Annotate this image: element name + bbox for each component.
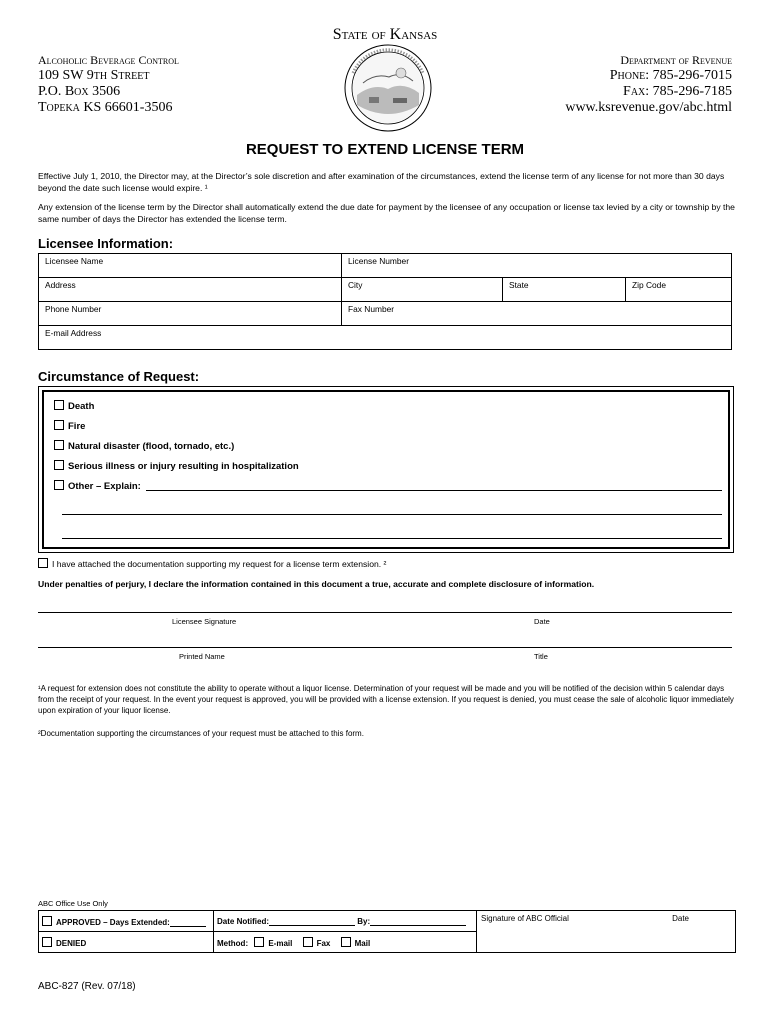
option-label: Natural disaster (flood, tornado, etc.) (68, 441, 235, 452)
city-field[interactable]: City (342, 278, 503, 302)
official-signature-cell[interactable] (477, 911, 736, 953)
perjury-statement: Under penalties of perjury, I declare the information contained in this document a true, accurate and complete disclosure of information. (38, 579, 595, 589)
checkbox-icon[interactable] (54, 460, 64, 470)
email-field[interactable]: E-mail Address (39, 326, 732, 350)
approved-cell[interactable] (39, 911, 214, 932)
address-field[interactable]: Address (39, 278, 342, 302)
circumstance-box (38, 386, 734, 553)
method-email: E-mail (268, 938, 293, 948)
option-illness[interactable] (54, 460, 299, 472)
approved-label: APPROVED – Days Extended: (56, 917, 170, 927)
agency-line: Alcoholic Beverage Control (38, 53, 179, 67)
agency-address (38, 52, 179, 116)
date-notified-line[interactable] (269, 916, 355, 926)
department-line[interactable]: www.ksrevenue.gov/abc.html (565, 100, 732, 115)
agency-line: P.O. Box 3506 (38, 84, 121, 99)
phone-field[interactable]: Phone Number (39, 302, 342, 326)
explain-line[interactable] (62, 538, 722, 539)
option-label: Serious illness or injury resulting in hospitalization (68, 461, 299, 472)
form-title: REQUEST TO EXTEND LICENSE TERM (245, 141, 525, 158)
option-label: Other – Explain: (68, 481, 141, 492)
checkbox-icon[interactable] (54, 400, 64, 410)
licensee-table (38, 253, 732, 350)
intro-paragraph: Effective July 1, 2010, the Director may, at the Director’s sole discretion and after examination of the circumstances, extend the license term of any license for not more than 30 days beyond the date such license would expire. ¹ (38, 171, 725, 193)
by-label: By: (357, 917, 371, 926)
checkbox-icon[interactable] (38, 558, 48, 568)
signature-date-label: Date (534, 617, 550, 626)
kansas-seal-icon (343, 43, 433, 133)
checkbox-icon[interactable] (254, 937, 264, 947)
agency-line: 109 SW 9th Street (38, 68, 150, 83)
checkbox-icon[interactable] (42, 916, 52, 926)
official-signature-label: Signature of ABC Official (481, 914, 569, 923)
option-label: Fire (68, 421, 86, 432)
footnote: ¹A request for extension does not constitute the ability to operate without a liquor license. Determination of your request will be made and you will be notified of the decision within 5 calendar days from the receipt of your request. In the event your request is approved, you will be provided with a license extension. If you request is denied, you must cease the sale of alcoholic liquor immediately upon expiration of your liquor license. (38, 684, 734, 715)
department-line: Fax: 785-296-7185 (623, 84, 732, 99)
department-contact (565, 52, 732, 116)
department-line: Phone: 785-296-7015 (609, 68, 732, 83)
attachment-confirmation[interactable] (38, 558, 386, 569)
attachment-label: I have attached the documentation supporting my request for a license term extension. ² (52, 559, 387, 569)
date-notified-label: Date Notified: (217, 917, 269, 926)
licensee-signature-label: Licensee Signature (172, 617, 237, 626)
office-use-label: ABC Office Use Only (38, 899, 108, 908)
state-field[interactable]: State (503, 278, 626, 302)
denied-label: DENIED (56, 938, 87, 948)
fax-field[interactable]: Fax Number (342, 302, 732, 326)
method-fax: Fax (316, 938, 331, 948)
zip-field[interactable]: Zip Code (626, 278, 732, 302)
by-line[interactable] (370, 916, 466, 926)
state-heading: State of Kansas (332, 26, 438, 43)
option-fire[interactable] (54, 420, 85, 432)
checkbox-icon[interactable] (54, 420, 64, 430)
checkbox-icon[interactable] (54, 440, 64, 450)
signature-line[interactable] (38, 612, 732, 613)
title-label: Title (534, 652, 548, 661)
form-id: ABC-827 (Rev. 07/18) (38, 981, 136, 992)
method-label: Method: (217, 938, 249, 948)
official-date-label: Date (672, 914, 689, 923)
option-natural-disaster[interactable] (54, 440, 234, 452)
days-extended-line[interactable] (170, 917, 206, 927)
checkbox-icon[interactable] (42, 937, 52, 947)
printed-name-label: Printed Name (179, 652, 225, 661)
circumstance-heading: Circumstance of Request: (38, 369, 200, 384)
intro-paragraph: Any extension of the license term by the Director shall automatically extend the due date for payment by the licensee of any occupation or license tax levied by a city or township by the same number of days the Director has extended the license term. (38, 202, 735, 224)
option-label: Death (68, 401, 95, 412)
footnote: ²Documentation supporting the circumstances of your request must be attached to this form. (38, 729, 364, 738)
office-use-table (38, 910, 736, 953)
explain-line[interactable] (146, 490, 722, 491)
license-number-field[interactable]: License Number (342, 254, 732, 278)
agency-line: Topeka KS 66601-3506 (38, 100, 173, 115)
department-line: Department of Revenue (620, 53, 732, 67)
option-death[interactable] (54, 400, 94, 412)
explain-line[interactable] (62, 514, 722, 515)
checkbox-icon[interactable] (341, 937, 351, 947)
method-cell[interactable] (214, 932, 477, 953)
licensee-heading: Licensee Information: (38, 236, 174, 251)
checkbox-icon[interactable] (303, 937, 313, 947)
date-notified-cell[interactable] (214, 911, 477, 932)
method-mail: Mail (354, 938, 371, 948)
denied-cell[interactable] (39, 932, 214, 953)
licensee-name-field[interactable]: Licensee Name (39, 254, 342, 278)
option-other[interactable] (54, 480, 141, 492)
checkbox-icon[interactable] (54, 480, 64, 490)
printed-name-line[interactable] (38, 647, 732, 648)
